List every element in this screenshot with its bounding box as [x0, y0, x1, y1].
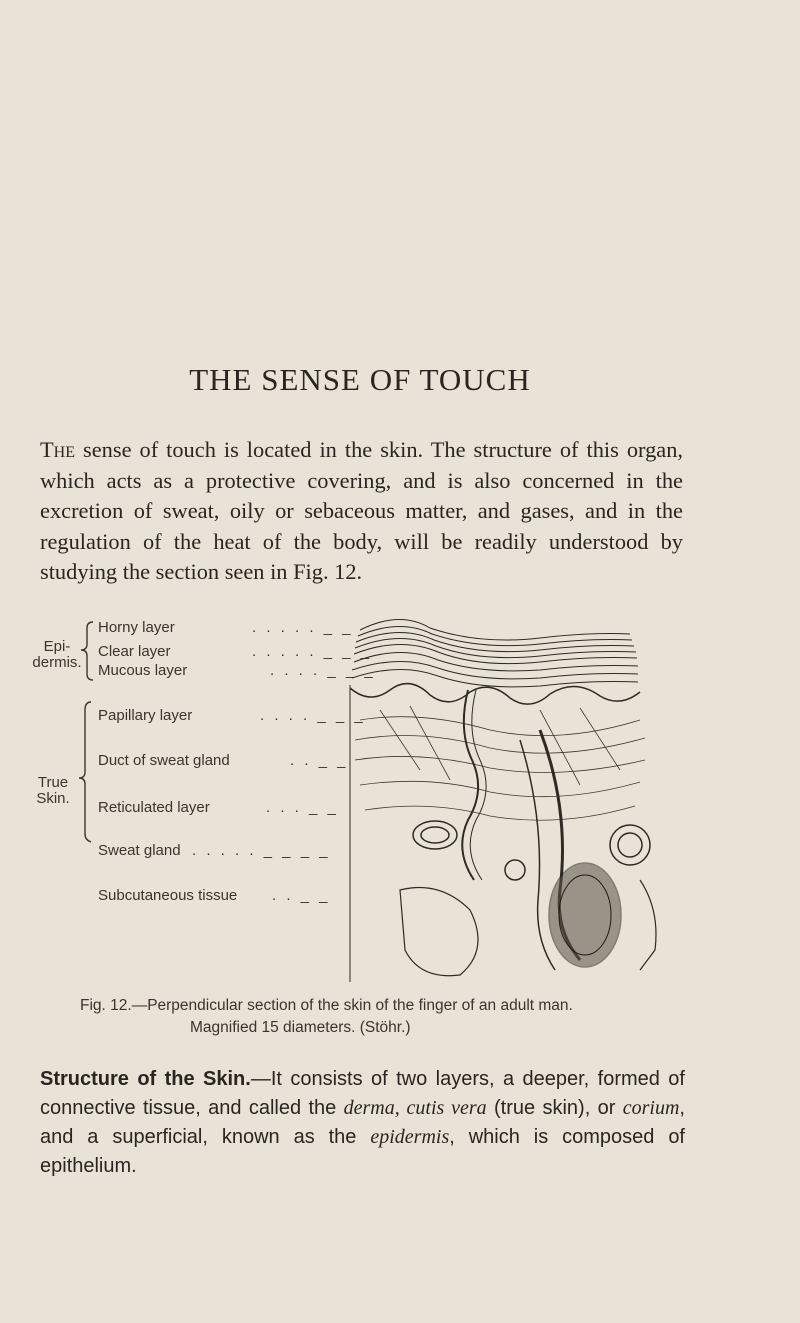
- figure-12: [30, 615, 690, 985]
- figure-caption: [80, 995, 700, 1039]
- label-subcutaneous-tissue: Subcutaneous tissue: [98, 887, 238, 904]
- leader-dots: . . . . _ _ _: [260, 707, 366, 724]
- structure-text-3: , and a superficial, known as the: [40, 1097, 685, 1148]
- structure-paragraph: [40, 1065, 685, 1181]
- leader-dots: . . . . . _ _ _ _: [192, 842, 331, 859]
- intro-text: sense of touch is located in the skin. The structure of this organ, which acts as a protective covering, and is also concerned in the excretion of sweat, oily or sebaceous matter, and gases, and in the regulation of the heat of the body, will be readily understood by studying the section seen in Fig. 12.: [40, 437, 683, 584]
- leader-dots: . . . . . _ _: [252, 619, 354, 636]
- label-horny-layer: Horny layer: [98, 619, 175, 636]
- chapter-title: THE SENSE OF TOUCH: [189, 362, 531, 397]
- term-derma: derma, cutis vera: [343, 1097, 487, 1119]
- leader-dots: . . _ _: [272, 887, 331, 904]
- label-reticulated-layer: Reticulated layer: [98, 799, 210, 816]
- leader-dots: . . . . _ _ _: [270, 662, 376, 679]
- term-epidermis: epidermis: [370, 1126, 450, 1148]
- intro-lead-word: The: [40, 437, 76, 462]
- label-sweat-gland: Sweat gland: [98, 842, 181, 859]
- skin-section-illustration: [340, 610, 670, 985]
- leader-dots: . . _ _: [290, 752, 349, 769]
- caption-line-1: Fig. 12.—Perpendicular section of the skin of the finger of an adult man.: [80, 997, 573, 1014]
- section-heading: Structure of the Skin.: [40, 1068, 251, 1090]
- caption-line-2: Magnified 15 diameters. (Stöhr.): [190, 1019, 411, 1036]
- label-duct-of-sweat-gland: Duct of sweat gland: [98, 752, 230, 769]
- structure-text-1: —It consists of two layers, a deeper, formed of connective tissue, and called the: [40, 1068, 685, 1119]
- label-clear-layer: Clear layer: [98, 643, 171, 660]
- label-mucous-layer: Mucous layer: [98, 662, 188, 679]
- true-skin-group-label: True Skin.: [36, 774, 70, 807]
- label-papillary-layer: Papillary layer: [98, 707, 193, 724]
- leader-dots: . . . _ _: [266, 799, 339, 816]
- intro-paragraph: [40, 435, 683, 588]
- leader-dots: . . . . . _ _ _: [252, 643, 373, 660]
- term-corium: corium: [622, 1097, 680, 1119]
- epidermis-group-label: Epi- dermis.: [32, 638, 82, 671]
- structure-text-4: , which is composed of epithelium.: [40, 1126, 685, 1177]
- structure-text-2: (true skin), or: [486, 1097, 623, 1119]
